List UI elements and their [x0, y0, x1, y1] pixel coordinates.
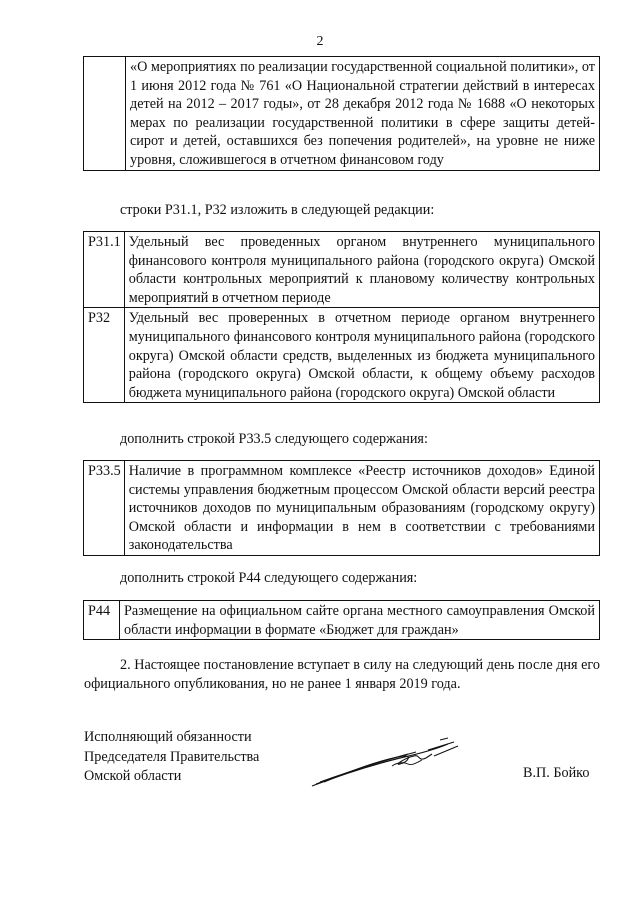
row-text: «О мероприятиях по реализации государственной социальной политики», от 1 июня 2012 года № 761 «О Национальной стратегии действий в интересах детей на 2012 – 2017 годы», от 28 декабря 2012 года № 1688 «О некоторых мерах по реализации государственной политики в сфере защиты детей-сирот и детей, оставшихся без попечения родителей», на уровне не ниже уровня, сложившегося в отчетном финансовом году — [126, 57, 600, 171]
row-code — [84, 57, 126, 171]
page-number: 2 — [316, 34, 324, 49]
row-code: Р32 — [84, 308, 125, 403]
row-text: Размещение на официальном сайте органа местного самоуправления Омской области информации в формате «Бюджет для граждан» — [120, 601, 600, 640]
signatory-position — [84, 728, 259, 787]
row-code: Р44 — [84, 601, 120, 640]
paragraph-effective-date: 2. Настоящее постановление вступает в силу на следующий день после дня его официального опубликования, но не ранее 1 января 2019 года. — [84, 657, 600, 692]
table-row — [84, 308, 600, 403]
table-row — [84, 232, 600, 308]
instruction-add-row-p44: дополнить строкой Р44 следующего содержания: — [120, 570, 418, 586]
table-row-p33-5 — [83, 460, 600, 556]
row-code: Р33.5 — [84, 461, 125, 556]
table-rows-p31-p32 — [83, 231, 600, 403]
table-row-p44 — [83, 600, 600, 640]
position-line: Председателя Правительства — [84, 748, 260, 765]
table-row — [84, 461, 600, 556]
row-code: Р31.1 — [84, 232, 125, 308]
signatory-name: В.П. Бойко — [523, 765, 590, 781]
row-text: Удельный вес проверенных в отчетном периоде органом внутреннего муниципального финансового контроля муниципального района (городского округа) Омской области средств, выделенных из бюджета муниципального района (городского округа) Омской области, к общему объему расходов бюджета муниципального района (городского округа) Омской области — [124, 308, 599, 403]
instruction-add-row-p33-5: дополнить строкой Р33.5 следующего содержания: — [120, 431, 428, 447]
table-continuation — [83, 56, 600, 171]
instruction-replace-rows: строки Р31.1, Р32 изложить в следующей редакции: — [120, 202, 435, 218]
row-text: Удельный вес проведенных органом внутреннего муниципального финансового контроля муниципального района (городского округа) Омской области контрольных мероприятий к плановому количеству контрольных мероприятий в отчетном периоде — [124, 232, 599, 308]
handwritten-signature-icon — [308, 732, 468, 792]
position-line: Исполняющий обязанности — [84, 729, 252, 745]
position-line: Омской области — [84, 768, 182, 784]
table-row — [84, 57, 600, 171]
table-row — [84, 601, 600, 640]
row-text: Наличие в программном комплексе «Реестр источников доходов» Единой системы управления бюджетным процессом Омской области версий реестра источников доходов по муниципальным образованиям (городскому округу) Омской области и информации в нем в соответствии с требованиями законодательства — [124, 461, 599, 556]
